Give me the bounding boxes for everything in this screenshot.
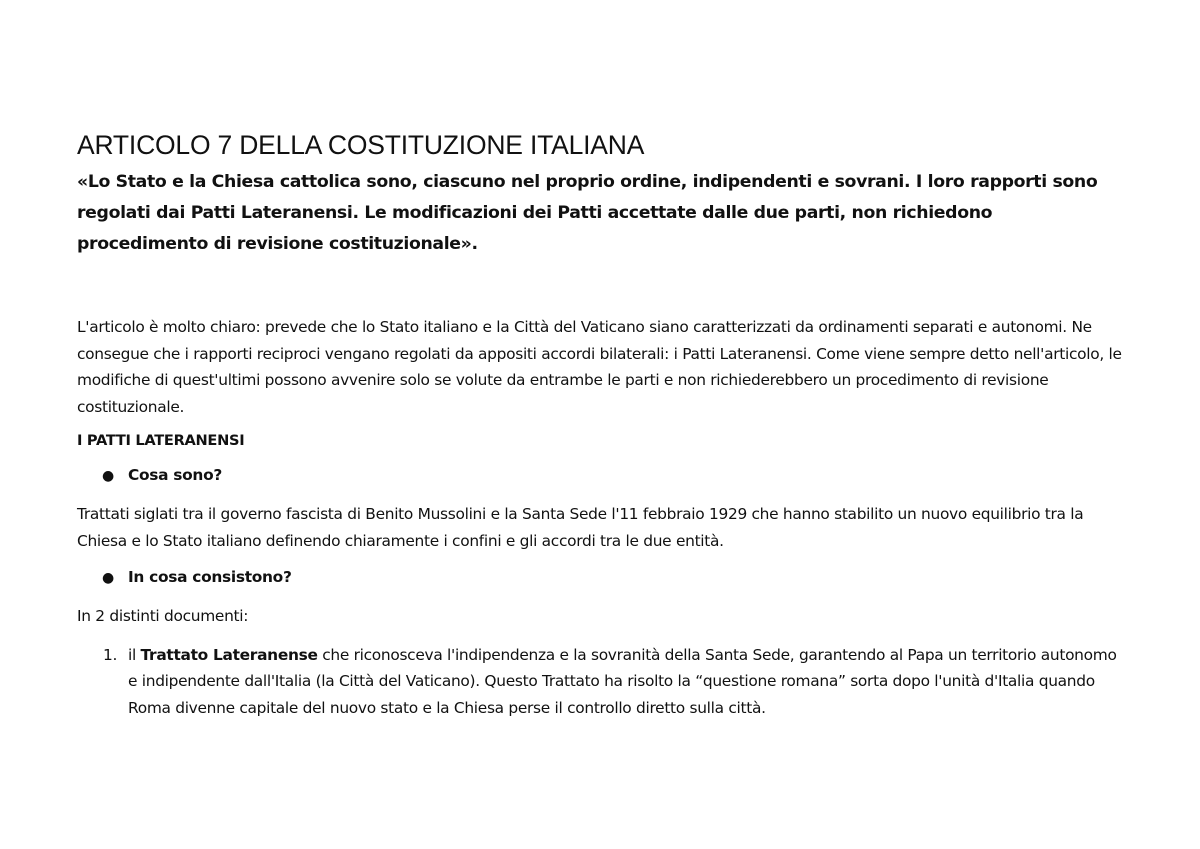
list-item-text bbox=[128, 642, 1127, 722]
list-number: 1. bbox=[103, 645, 118, 664]
list-item bbox=[77, 642, 1127, 722]
bullet-dot-icon: ● bbox=[102, 570, 114, 586]
bullet-label: In cosa consistono? bbox=[128, 568, 292, 586]
bullet-item bbox=[77, 462, 1127, 489]
section-heading: I PATTI LATERANENSI bbox=[77, 432, 245, 449]
list-item-prefix: il bbox=[128, 645, 141, 664]
list-item-rest: che riconosceva l'indipendenza e la sovranità della Santa Sede, garantendo al Papa un territorio autonomo e indipendente dall'Italia (la Città del Vaticano). Questo Trattato ha risolto la “questione romana” sorta dopo l'unità d'Italia quando Roma divenne capitale del nuovo stato e la Chiesa perse il controllo diretto sulla città. bbox=[128, 645, 1117, 717]
bullet-item bbox=[77, 564, 1127, 591]
article-quote: «Lo Stato e la Chiesa cattolica sono, ciascuno nel proprio ordine, indipendenti e sovrani. I loro rapporti sono regolati dai Patti Lateranensi. Le modificazioni dei Patti accettate dalle due parti, non richiedono procedimento di revisione costituzionale». bbox=[77, 172, 1098, 254]
bullet-label: Cosa sono? bbox=[128, 466, 222, 484]
paragraph-in-cosa-consistono: In 2 distinti documenti: bbox=[77, 607, 249, 625]
list-item-bold-term: Trattato Lateranense bbox=[140, 645, 318, 664]
intro-paragraph: L'articolo è molto chiaro: prevede che lo Stato italiano e la Città del Vaticano siano caratterizzati da ordinamenti separati e autonomi. Ne consegue che i rapporti reciproci vengano regolati da appositi accordi bilaterali: i Patti Lateranensi. Come viene sempre detto nell'articolo, le modifiche di quest'ultimi possono avvenire solo se volute da entrambe le parti e non richiederebbero un procedimento di revisione costituzionale. bbox=[77, 318, 1122, 416]
paragraph-cosa-sono: Trattati siglati tra il governo fascista di Benito Mussolini e la Santa Sede l'11 febbraio 1929 che hanno stabilito un nuovo equilibrio tra la Chiesa e lo Stato italiano definendo chiaramente i confini e gli accordi tra le due entità. bbox=[77, 505, 1084, 550]
document-title: ARTICOLO 7 DELLA COSTITUZIONE ITALIANA bbox=[77, 130, 645, 160]
bullet-dot-icon: ● bbox=[102, 468, 114, 484]
document-page bbox=[77, 127, 1127, 721]
